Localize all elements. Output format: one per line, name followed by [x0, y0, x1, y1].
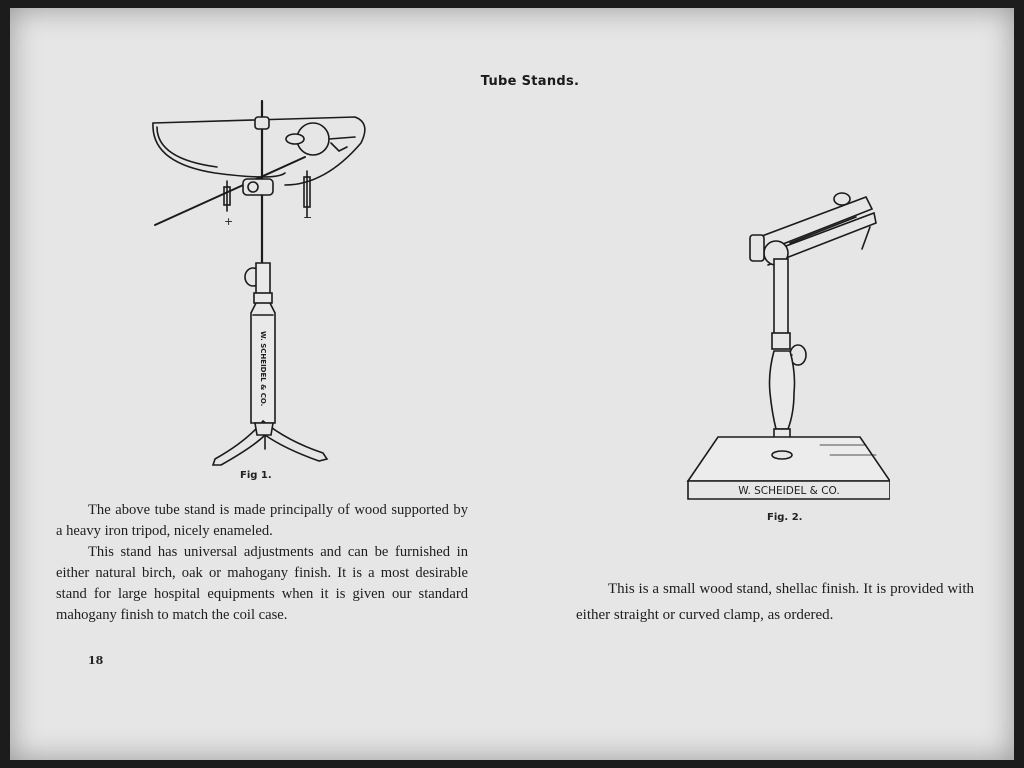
right-description [576, 576, 974, 628]
left-description [56, 500, 468, 626]
left-paragraph-2: This stand has universal adjustments and can be furnished in either natural birch, oak or mahogany finish. It is a most desirable stand for large hospital equipments when it is given our standard mahogany finish to match the coil case. [56, 544, 468, 623]
page-title: Tube Stands. [480, 74, 580, 89]
right-paragraph-1: This is a small wood stand, shellac finish. It is provided with either straight or curved clamp, as ordered. [576, 581, 974, 623]
figure-1-column-label: W. SCHEIDEL & CO. [259, 331, 267, 407]
page-number: 18 [88, 654, 104, 667]
figure-2-wood-stand [670, 183, 890, 503]
figure-2-base-label: W. SCHEIDEL & CO. [738, 485, 840, 497]
figure-1-plus-sign: + [224, 215, 234, 228]
figure-1-tripod-stand [135, 93, 375, 473]
figure-2-caption: Fig. 2. [767, 512, 803, 523]
figure-1-minus-sign: − [303, 211, 313, 224]
left-paragraph-1: The above tube stand is made principally of wood supported by a heavy iron tripod, nicely enameled. [56, 502, 468, 539]
catalog-page [10, 8, 1014, 760]
figure-1-caption: Fig 1. [240, 470, 272, 481]
